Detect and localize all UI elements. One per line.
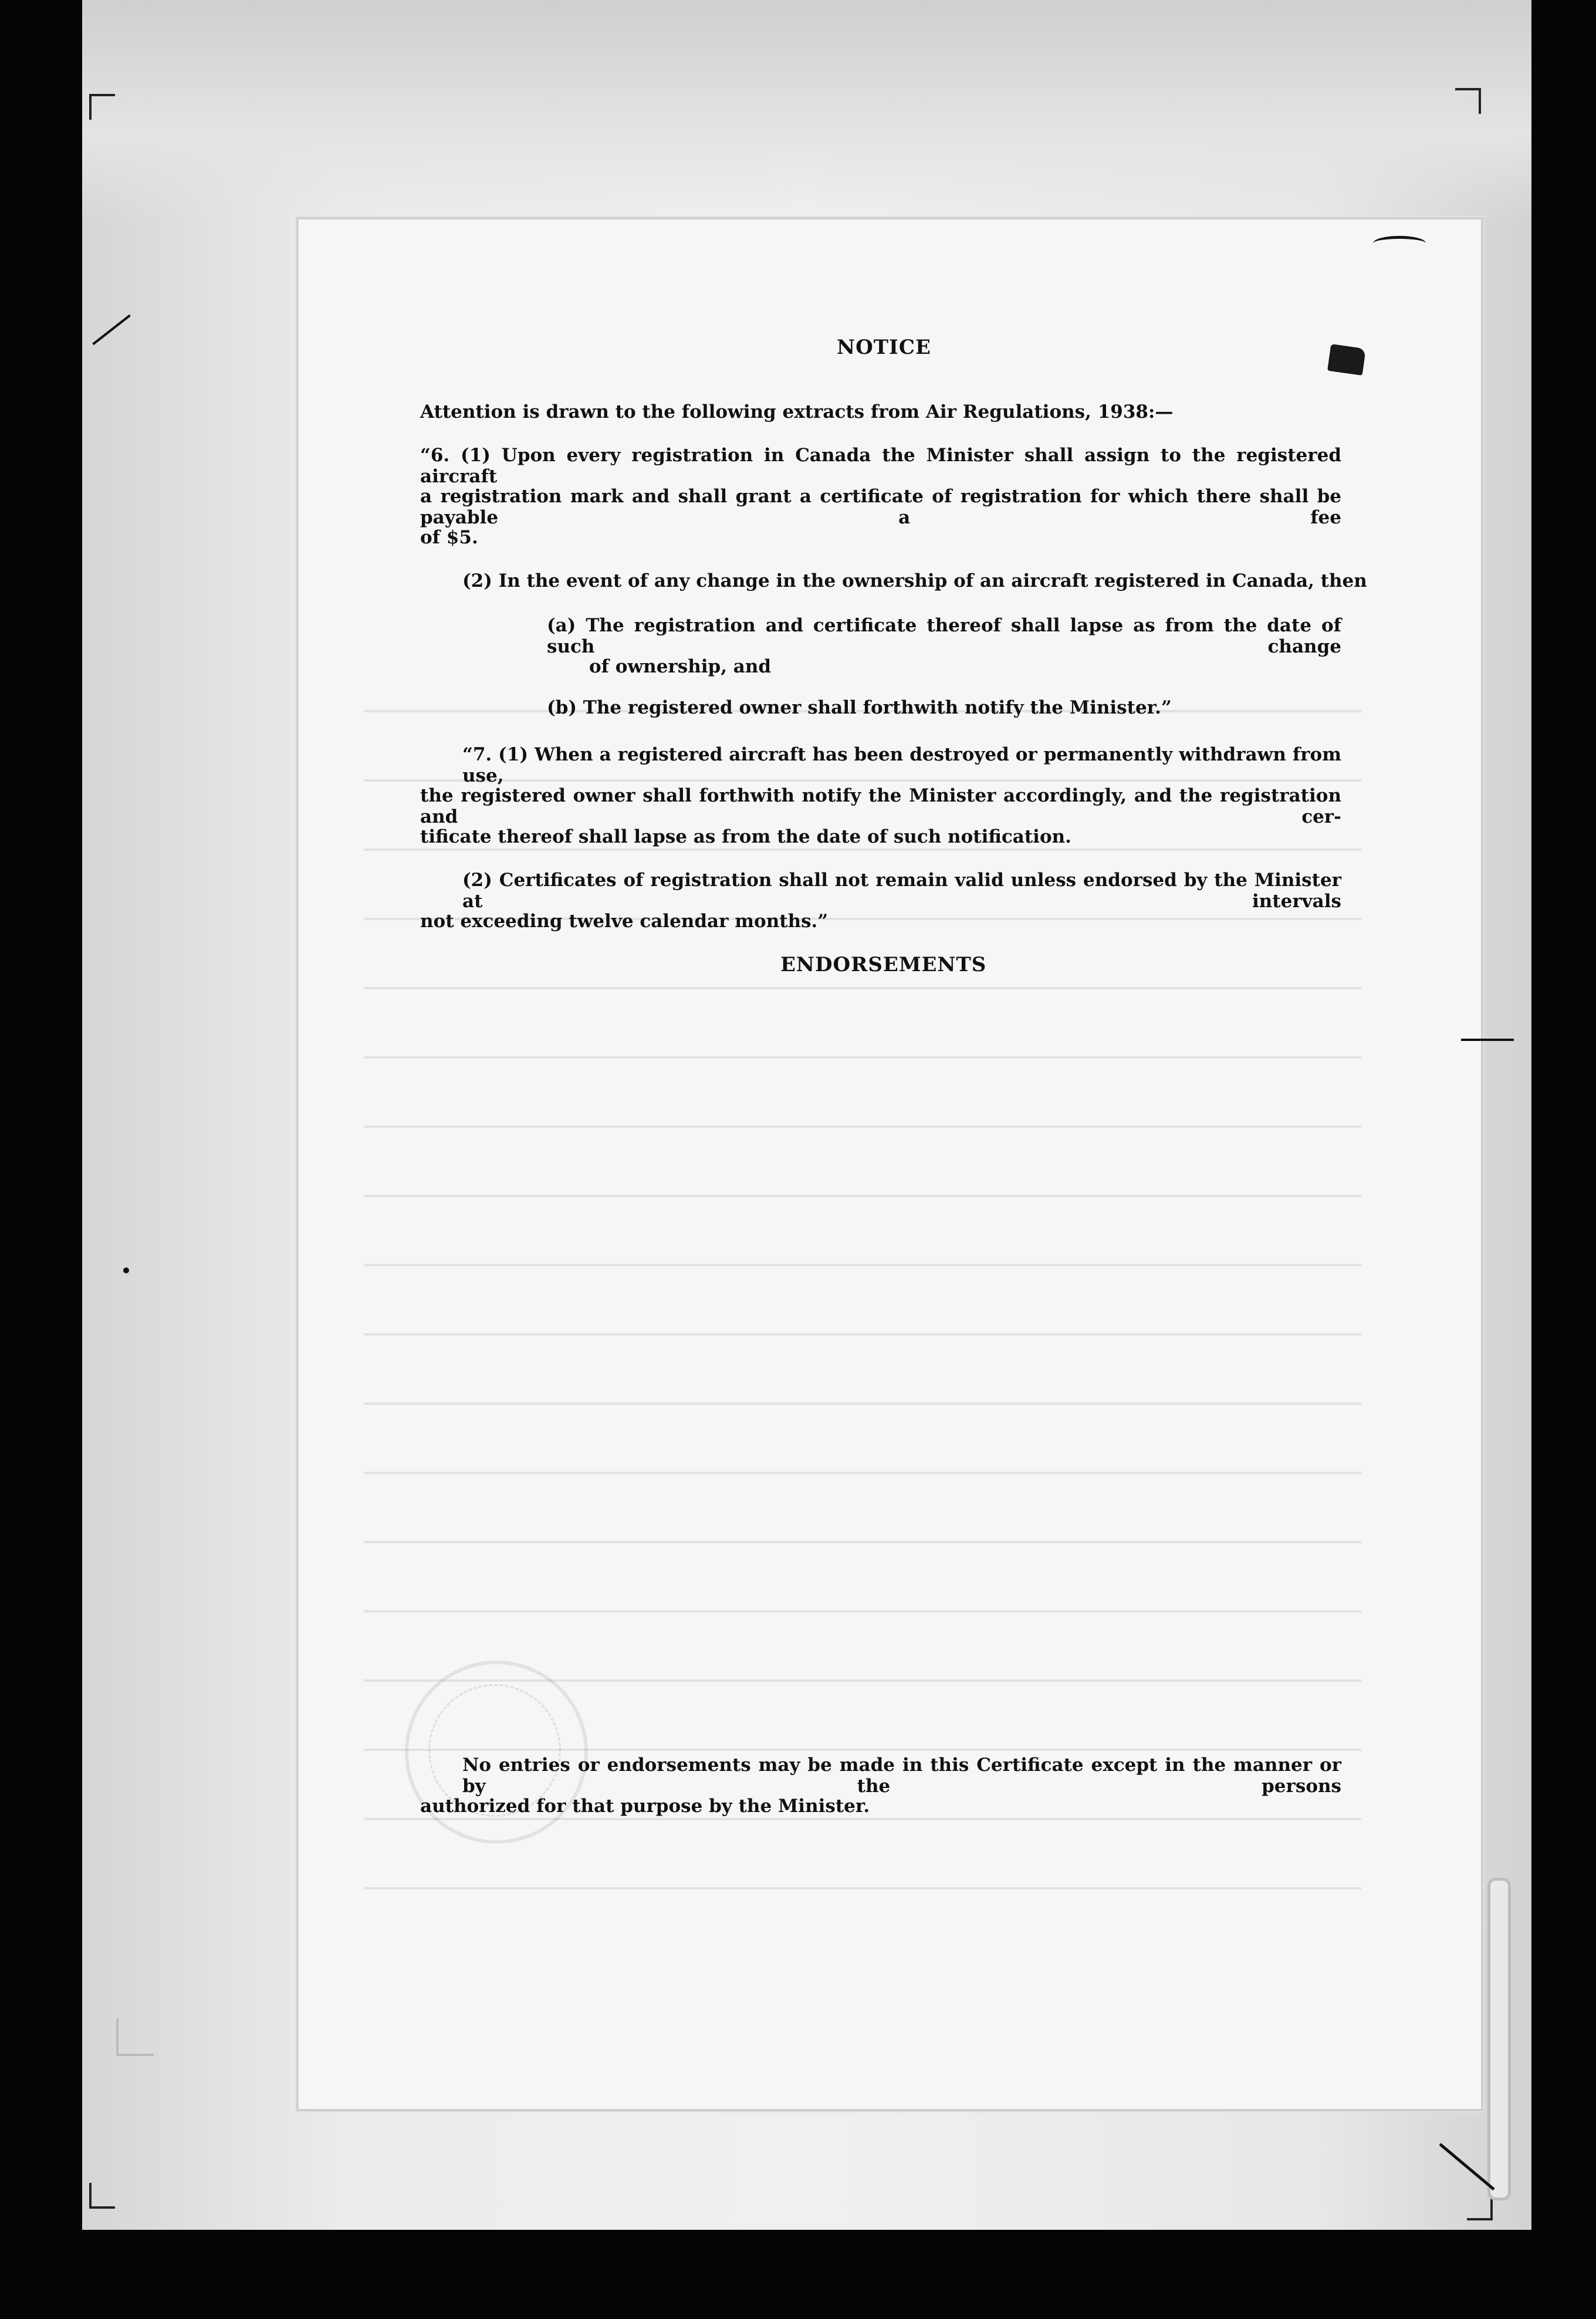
reg6-line-3: of $5. [420,527,478,548]
backing-shadow [82,0,1531,223]
page-tab-mark [1327,344,1366,376]
footer-line-2: authorized for that purpose by the Minister. [420,1796,870,1817]
reg7-2-line-1: (2) Certificates of registration shall not remain valid unless endorsed by the Minister at intervals [462,870,1341,912]
crop-mark-bottom-left-faint [116,2019,154,2056]
binding-clip [1487,1878,1511,2200]
reg7-line-3: tificate thereof shall lapse as from the date of such notification. [420,826,1071,847]
notice-title: NOTICE [837,336,931,359]
intro-line: Attention is drawn to the following extracts from Air Regulations, 1938:— [420,401,1174,422]
reg6-line-1: “6. (1) Upon every registration in Canada the Minister shall assign to the registered aircraft [420,445,1341,487]
footer-line-1: No entries or endorsements may be made in this Certificate except in the manner or by the persons [462,1755,1341,1797]
speck-left [123,1267,129,1273]
edge-mark-right [1461,1039,1514,1041]
reg6-2a-line-2: of ownership, and [589,656,772,677]
reg6-2b: (b) The registered owner shall forthwith notify the Minister.” [547,697,1172,718]
reg7-line-1: “7. (1) When a registered aircraft has been destroyed or permanently withdrawn from use, [462,744,1341,786]
endorsements-heading: ENDORSEMENTS [780,953,987,976]
reg7-2-line-2: not exceeding twelve calendar months.” [420,911,829,932]
pen-mark-top-right [1373,236,1426,251]
reg7-line-2: the registered owner shall forthwith notify the Minister accordingly, and the registration and cer- [420,785,1341,827]
reg6-line-2: a registration mark and shall grant a certificate of registration for which there shall be payable a fee [420,486,1341,528]
crop-mark-bottom-left [89,2183,115,2209]
reg6-subsection-2: (2) In the event of any change in the ownership of an aircraft registered in Canada, then [462,570,1367,591]
reg6-2a-line-1: (a) The registration and certificate thereof shall lapse as from the date of such change [547,615,1341,657]
crop-mark-bottom-right [1467,2195,1493,2220]
crop-mark-top-left [89,94,115,120]
crop-mark-top-right [1455,88,1481,114]
